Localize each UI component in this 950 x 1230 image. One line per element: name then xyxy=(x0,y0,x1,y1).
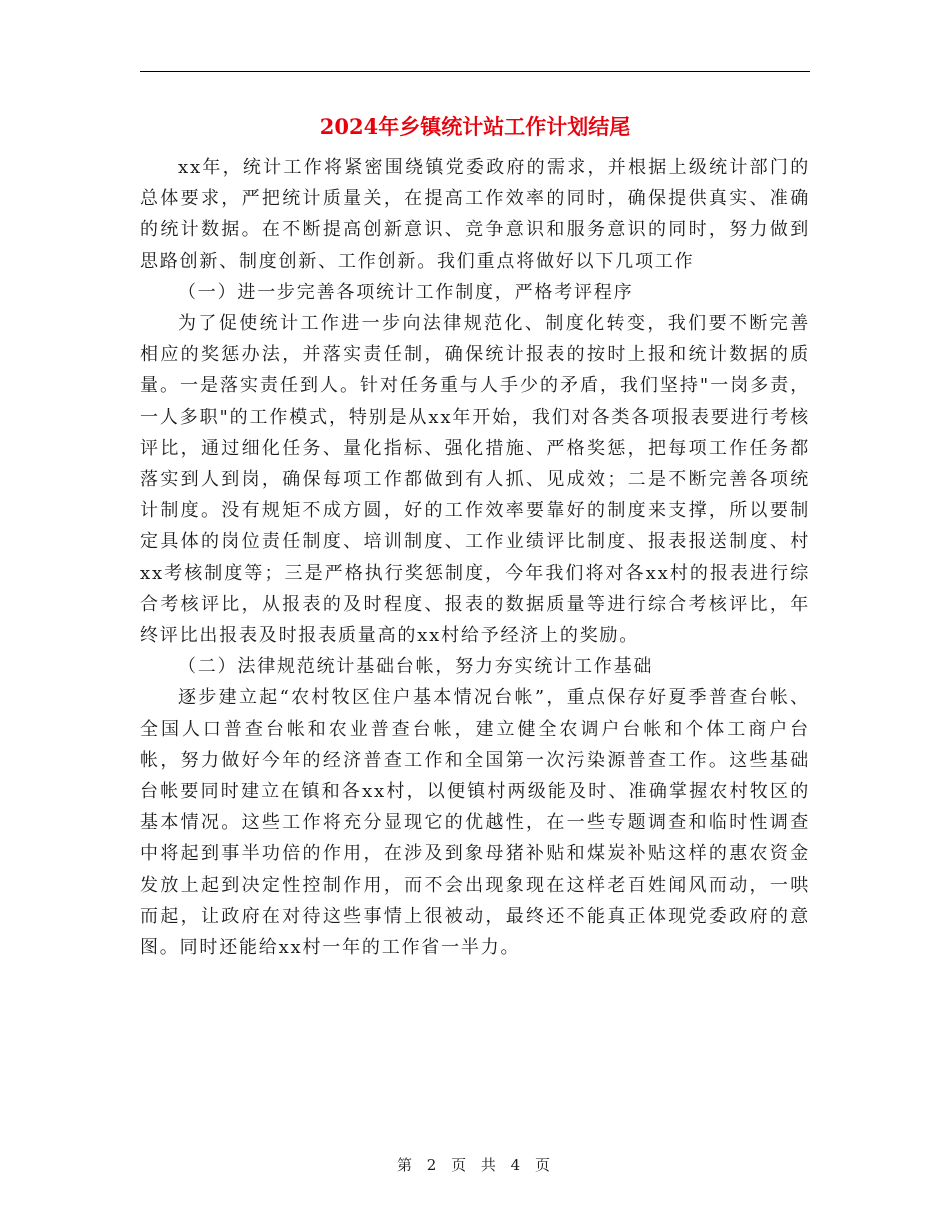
paragraph-section-2: 逐步建立起“农村牧区住户基本情况台帐”，重点保存好夏季普查台帐、全国人口普查台帐和农业普查台帐，建立健全农调户台帐和个体工商户台帐，努力做好今年的经济普查工作和全国第一次污染源普查工作。这些基础台帐要同时建立在镇和各xx村，以便镇村两级能及时、准确掌握农村牧区的基本情况。这些工作将充分显现它的优越性，在一些专题调查和临时性调查中将起到事半功倍的作用，在涉及到象母猪补贴和煤炭补贴这样的惠农资金发放上起到决定性控制作用，而不会出现象现在这样老百姓闻风而动，一哄而起，让政府在对待这些事情上很被动，最终还不能真正体现党委政府的意图。同时还能给xx村一年的工作省一半力。 xyxy=(140,687,810,959)
document-title: 2024年乡镇统计站工作计划结尾 xyxy=(319,114,631,139)
page-number-footer: 第 2 页 共 4 页 xyxy=(397,1156,553,1174)
section-heading-1: （一）进一步完善各项统计工作制度，严格考评程序 xyxy=(178,281,634,303)
document-body xyxy=(140,152,810,963)
paragraph-intro: xx年，统计工作将紧密围绕镇党委政府的需求，并根据上级统计部门的总体要求，严把统计质量关，在提高工作效率的同时，确保提供真实、准确的统计数据。在不断提高创新意识、竞争意识和服务意识的同时，努力做到思路创新、制度创新、工作创新。我们重点将做好以下几项工作 xyxy=(140,157,810,272)
section-heading-2: （二）法律规范统计基础台帐，努力夯实统计工作基础 xyxy=(178,656,654,678)
paragraph-section-1: 为了促使统计工作进一步向法律规范化、制度化转变，我们要不断完善相应的奖惩办法，并落实责任制，确保统计报表的按时上报和统计数据的质量。一是落实责任到人。针对任务重与人手少的矛盾，我们坚持"一岗多责，一人多职"的工作模式，特别是从xx年开始，我们对各类各项报表要进行考核评比，通过细化任务、量化指标、强化措施、严格奖惩，把每项工作任务都落实到人到岗，确保每项工作都做到有人抓、见成效；二是不断完善各项统计制度。没有规矩不成方圆，好的工作效率要靠好的制度来支撑，所以要制定具体的岗位责任制度、培训制度、工作业绩评比制度、报表报送制度、村xx考核制度等；三是严格执行奖惩制度，今年我们将对各xx村的报表进行综合考核评比，从报表的及时程度、报表的数据质量等进行综合考核评比，年终评比出报表及时报表质量高的xx村给予经济上的奖励。 xyxy=(140,313,810,647)
header-rule xyxy=(140,71,810,72)
